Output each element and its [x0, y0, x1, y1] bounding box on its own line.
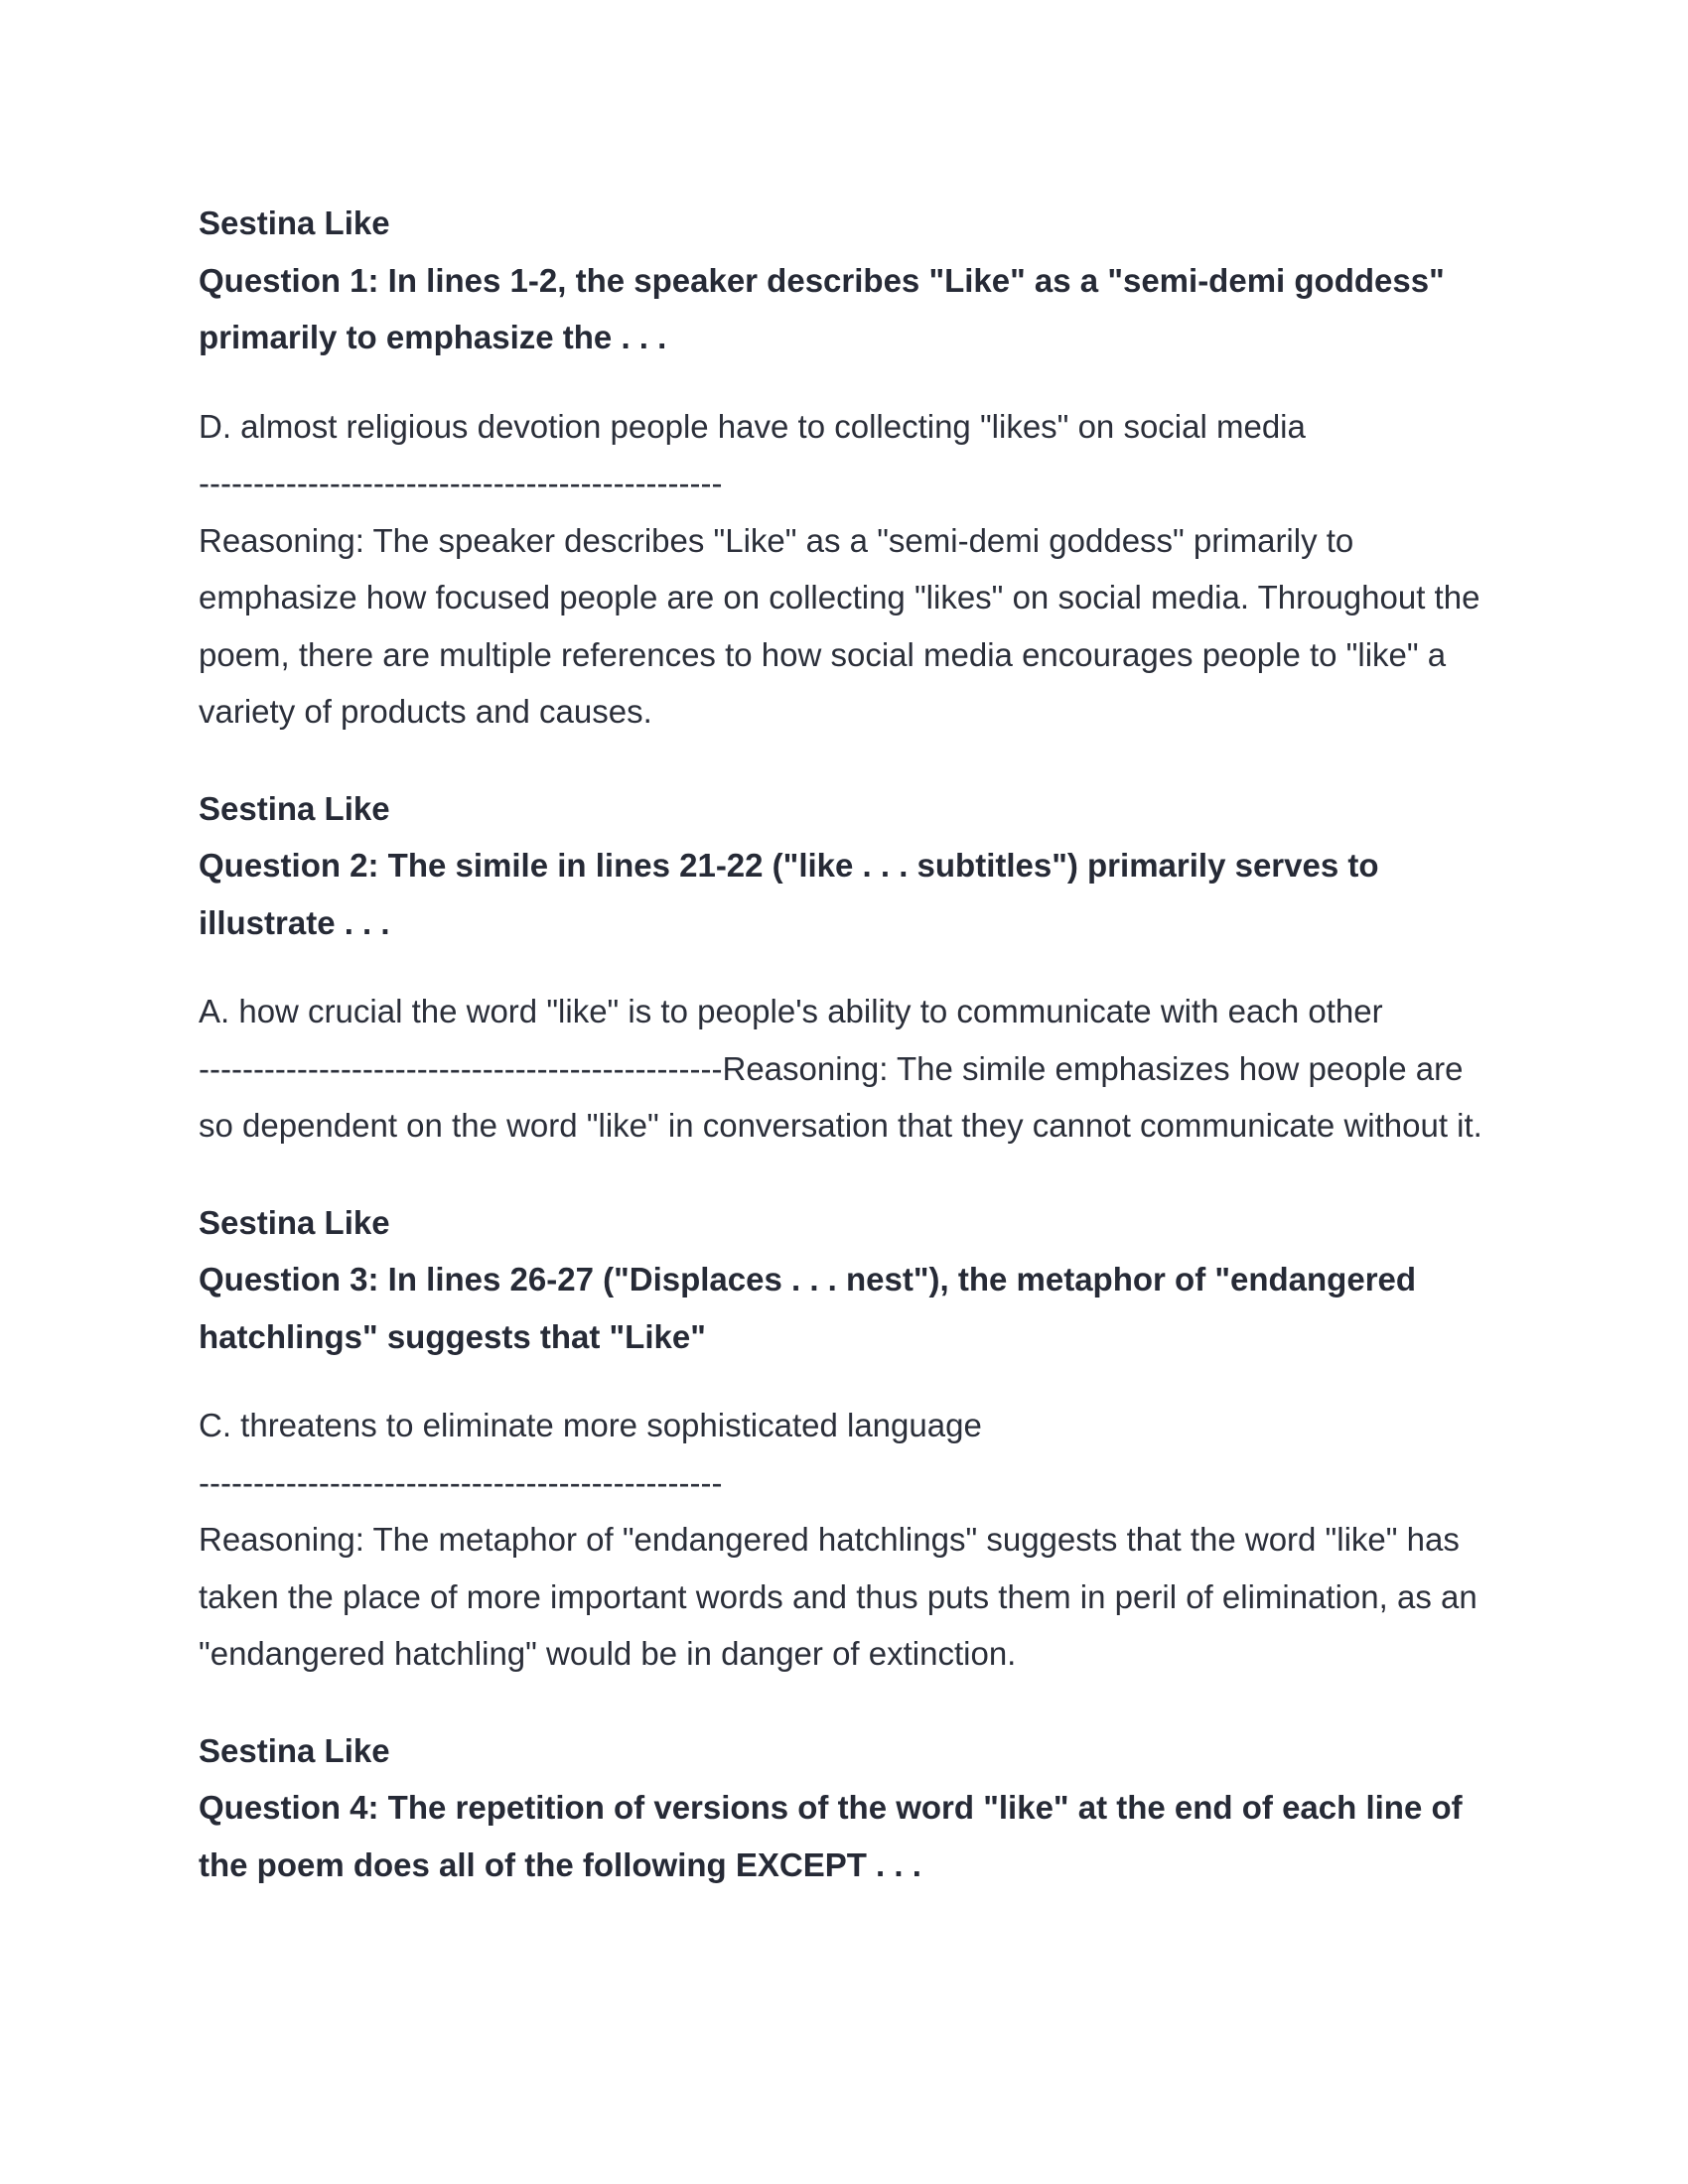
section-title: Sestina Like	[199, 1203, 390, 1241]
answer-text: D. almost religious devotion people have to collecting "likes" on social media	[199, 407, 1306, 445]
question-block-3	[199, 1194, 1489, 1683]
question-text: Question 1: In lines 1-2, the speaker describes "Like" as a "semi-demi goddess" primarily to emphasize the . . .	[199, 261, 1445, 355]
answer-text: C. threatens to eliminate more sophisticated language	[199, 1407, 982, 1443]
question-text: Question 2: The simile in lines 21-22 ("like . . . subtitles") primarily serves to illustrate . . .	[199, 847, 1379, 941]
reasoning-text: Reasoning: The speaker describes "Like" as a "semi-demi goddess" primarily to emphasize how focused people are on collecting "likes" on social media. Throughout the poem, there are multiple references to how social media encourages people to "like" a variety of products and causes.	[199, 521, 1480, 730]
answer-text: A. how crucial the word "like" is to people's ability to communicate with each other	[199, 993, 1383, 1029]
divider-line: ------------------------------------------------	[199, 1463, 723, 1501]
question-block-2	[199, 780, 1489, 1155]
document-page	[199, 195, 1489, 1933]
section-title: Sestina Like	[199, 205, 390, 241]
question-text: Question 4: The repetition of versions of the word "like" at the end of each line of the poem does all of the following EXCEPT . . .	[199, 1789, 1463, 1883]
reasoning-text: ------------------------------------------------Reasoning: The simile emphasizes how people are so dependent on the word "like" in conversation that they cannot communicate without it.	[199, 1049, 1482, 1144]
divider-line: ------------------------------------------------	[199, 465, 723, 501]
section-title: Sestina Like	[199, 1731, 390, 1769]
question-block-1	[199, 195, 1489, 741]
question-block-4	[199, 1722, 1489, 1894]
reasoning-text: Reasoning: The metaphor of "endangered hatchlings" suggests that the word "like" has taken the place of more important words and thus puts them in peril of elimination, as an "endangered hatchling" would be in danger of extinction.	[199, 1521, 1477, 1672]
section-title: Sestina Like	[199, 789, 390, 827]
question-text: Question 3: In lines 26-27 ("Displaces . . . nest"), the metaphor of "endangered hatchlings" suggests that "Like"	[199, 1261, 1417, 1355]
